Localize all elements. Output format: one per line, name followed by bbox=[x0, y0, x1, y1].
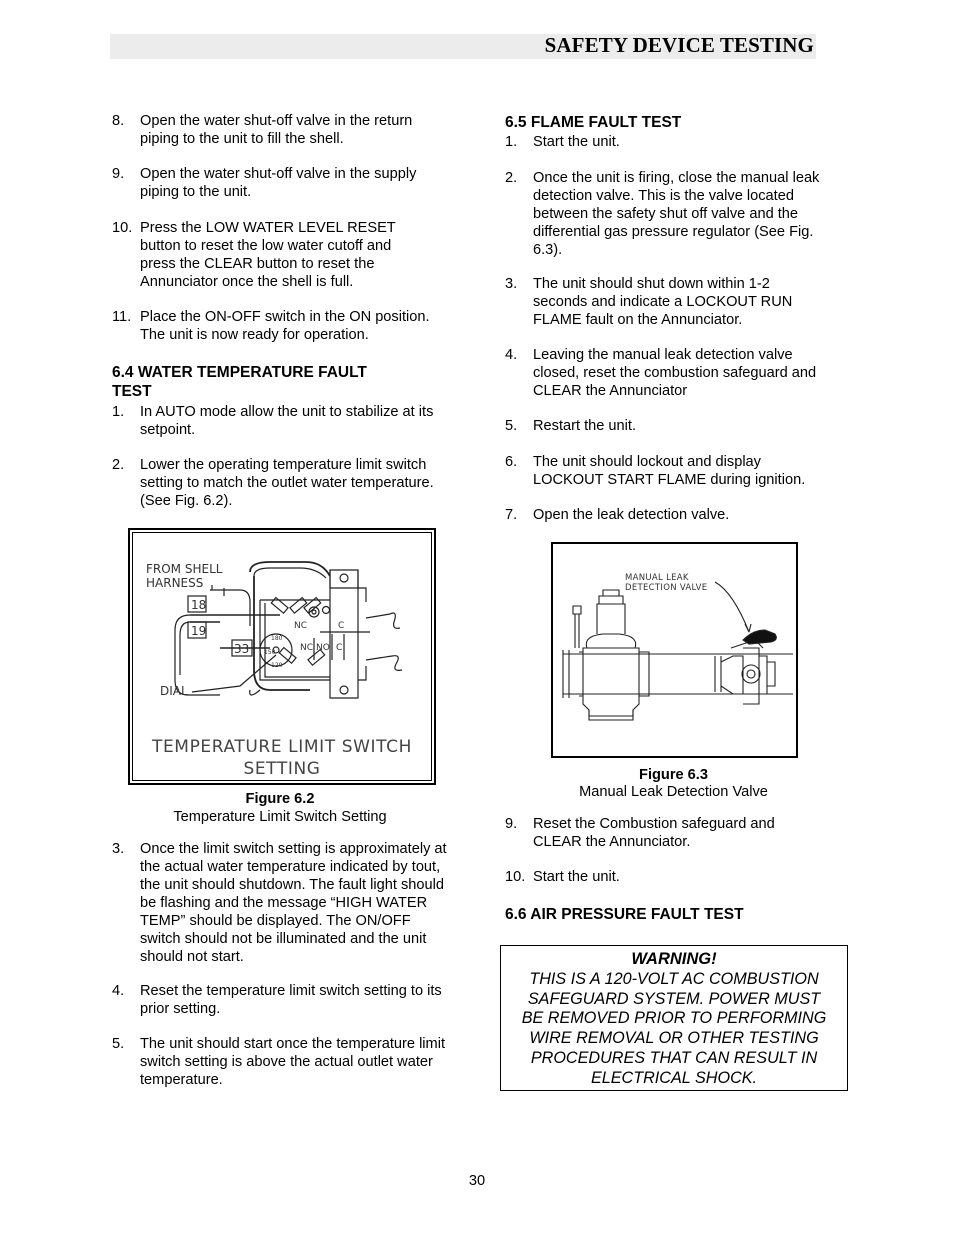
svg-text:C: C bbox=[336, 643, 343, 653]
figure-6-2-caption: Temperature Limit Switch Setting bbox=[173, 809, 387, 825]
list-item: 9. Open the water shut-off valve in the supply piping to the unit. bbox=[112, 166, 417, 200]
diagram-panel-title: TEMPERATURE LIMIT SWITCH bbox=[151, 737, 413, 757]
svg-text:NC: NC bbox=[294, 621, 308, 631]
svg-text:180: 180 bbox=[271, 635, 283, 642]
figure-6-2-title: Figure 6.2 bbox=[245, 791, 315, 807]
list-item: 2. Lower the operating temperature limit switch setting to match the outlet water temperature. (See Fig. 6.2). bbox=[112, 457, 434, 509]
list-item: 5. The unit should start once the temperature limit switch setting is above the actual outlet water temperature. bbox=[112, 1036, 446, 1088]
warning-line: THIS IS A 120-VOLT AC COMBUSTION bbox=[529, 969, 819, 988]
svg-text:FROM SHELL: FROM SHELL bbox=[146, 562, 223, 576]
svg-text:18: 18 bbox=[191, 598, 207, 612]
svg-text:120: 120 bbox=[271, 662, 283, 669]
section-heading-6-4: 6.4 WATER TEMPERATURE FAULT TEST bbox=[112, 364, 367, 400]
svg-text:C: C bbox=[338, 621, 345, 631]
warning-box bbox=[500, 945, 848, 1091]
list-item: 8. Open the water shut-off valve in the return piping to the unit to fill the shell. bbox=[112, 113, 413, 147]
warning-line: ELECTRICAL SHOCK. bbox=[590, 1068, 758, 1087]
list-item: 3. The unit should shut down within 1-2 seconds and indicate a LOCKOUT RUN FLAME fault on the Annunciator. bbox=[505, 276, 793, 328]
warning-title: WARNING! bbox=[631, 950, 717, 968]
temperature-limit-switch-diagram bbox=[130, 530, 434, 783]
list-item: 4. Reset the temperature limit switch setting to its prior setting. bbox=[112, 983, 442, 1017]
svg-text:DETECTION VALVE: DETECTION VALVE bbox=[625, 583, 708, 593]
warning-line: WIRE REMOVAL OR OTHER TESTING bbox=[529, 1029, 819, 1048]
manual-leak-detection-valve-diagram bbox=[553, 544, 796, 756]
figure-6-3-title: Figure 6.3 bbox=[639, 767, 708, 783]
diagram-panel-subtitle: SETTING bbox=[243, 759, 321, 779]
figure-6-3 bbox=[551, 542, 798, 758]
svg-text:19: 19 bbox=[191, 624, 207, 638]
page-title: SAFETY DEVICE TESTING bbox=[544, 33, 814, 57]
svg-text:33: 33 bbox=[234, 642, 250, 656]
svg-text:MANUAL LEAK: MANUAL LEAK bbox=[625, 573, 689, 583]
warning-line: BE REMOVED PRIOR TO PERFORMING bbox=[521, 1009, 827, 1028]
figure-6-3-caption: Manual Leak Detection Valve bbox=[579, 784, 768, 800]
list-item: 4. Leaving the manual leak detection valve closed, reset the combustion safeguard and CLEAR the Annunciator bbox=[505, 347, 817, 399]
list-item: 5. Restart the unit. bbox=[505, 418, 637, 434]
warning-line: SAFEGUARD SYSTEM. POWER MUST bbox=[527, 989, 821, 1008]
svg-text:DIAL: DIAL bbox=[160, 684, 188, 698]
warning-line: PROCEDURES THAT CAN RESULT IN bbox=[530, 1048, 818, 1067]
svg-text:NO: NO bbox=[316, 643, 330, 653]
list-item: 9. Reset the Combustion safeguard and CLEAR the Annunciator. bbox=[505, 816, 775, 850]
svg-text:150: 150 bbox=[264, 649, 276, 656]
list-item: 10. Press the LOW WATER LEVEL RESET button to reset the low water cutoff and press the CLEAR button to reset the Annunciator once the shell is full. bbox=[112, 220, 396, 290]
section-heading-6-5: 6.5 FLAME FAULT TEST bbox=[505, 114, 682, 131]
list-item: 6. The unit should lockout and display LOCKOUT START FLAME during ignition. bbox=[505, 454, 806, 488]
figure-6-2 bbox=[128, 528, 436, 785]
list-item: 2. Once the unit is firing, close the manual leak detection valve. This is the valve located between the safety shut off valve and the differential gas pressure regulator (See Fig. 6.3). bbox=[505, 170, 820, 258]
svg-text:NC: NC bbox=[300, 643, 314, 653]
list-item: 1. In AUTO mode allow the unit to stabilize at its setpoint. bbox=[112, 404, 434, 438]
list-item: 11. Place the ON-OFF switch in the ON position. The unit is now ready for operation. bbox=[112, 309, 430, 343]
list-item: 10. Start the unit. bbox=[505, 869, 620, 885]
list-item: 1. Start the unit. bbox=[505, 134, 620, 150]
list-item: 3. Once the limit switch setting is approximately at the actual water temperature indicated by tout, the unit should shutdown. The fault light should be flashing and the message “HIGH WATER TEMP” should be displayed. The ON/OFF switch should not be illuminated and the unit should not start. bbox=[112, 841, 447, 965]
section-heading-6-6: 6.6 AIR PRESSURE FAULT TEST bbox=[505, 906, 744, 923]
svg-text:HARNESS: HARNESS bbox=[146, 576, 204, 590]
page-number: 30 bbox=[468, 1173, 486, 1189]
list-item: 7. Open the leak detection valve. bbox=[505, 507, 730, 523]
